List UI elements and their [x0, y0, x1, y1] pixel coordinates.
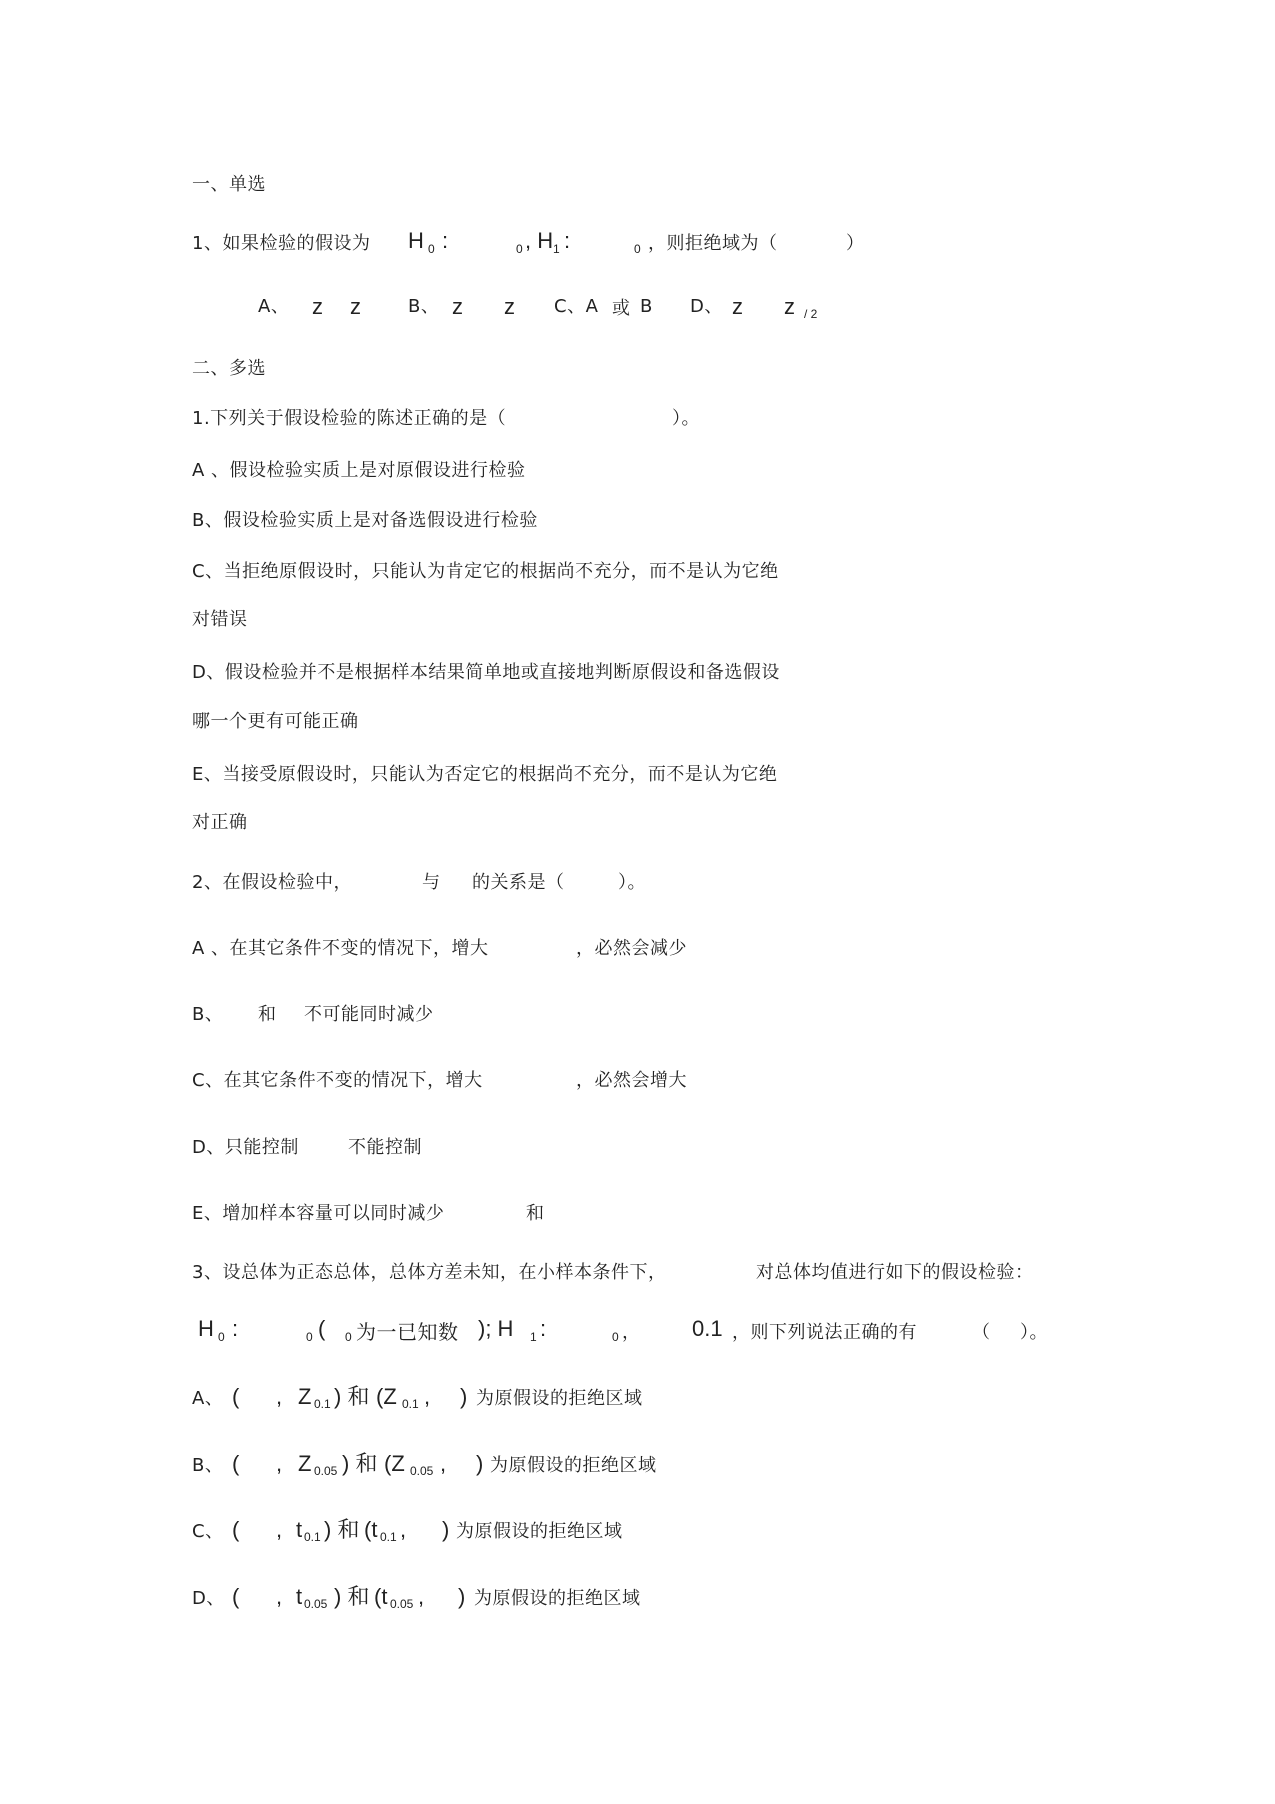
- math-paren: ): [458, 1584, 466, 1609]
- math-paren: (: [232, 1584, 240, 1609]
- option-b-and: 和: [258, 1004, 277, 1025]
- math-paren: ): [442, 1517, 450, 1542]
- option-e-cont: 对正确: [192, 812, 248, 833]
- section-heading-multi: 二、多选: [192, 358, 266, 379]
- option-b: B、: [192, 1004, 224, 1025]
- math-sub: 0: [428, 242, 435, 256]
- math-sub: 0.05: [304, 1597, 328, 1611]
- math-comma: ,: [276, 1584, 283, 1609]
- math-colon: :: [564, 228, 571, 253]
- option-text: B: [640, 296, 653, 317]
- math-colon: :: [442, 228, 449, 253]
- math-paren: (: [232, 1451, 240, 1476]
- math-sub: 1: [530, 1330, 537, 1344]
- math-z: z: [504, 294, 515, 319]
- option-d-cont: 哪一个更有可能正确: [192, 711, 359, 732]
- math-z: Z: [298, 1451, 312, 1476]
- question-stem: 1.下列关于假设检验的陈述正确的是（: [192, 408, 507, 429]
- option-tail: 为原假设的拒绝区域: [490, 1455, 657, 1476]
- option-label: C、A: [554, 296, 599, 317]
- section-heading-single: 一、单选: [192, 174, 266, 195]
- math-z: Z: [298, 1384, 312, 1409]
- math-z: z: [312, 294, 323, 319]
- math-comma: ,: [276, 1517, 283, 1542]
- question-stem: 3、设总体为正态总体，总体方差未知，在小样本条件下，: [192, 1262, 667, 1283]
- question-text: 的关系是（: [472, 872, 565, 893]
- math-comma: ,: [440, 1451, 447, 1476]
- math-sub: 1: [553, 242, 560, 256]
- math-paren: ): [460, 1384, 468, 1409]
- math-comma: ,: [276, 1384, 283, 1409]
- option-c: C、在其它条件不变的情况下，增大: [192, 1070, 483, 1091]
- option-tail: 为原假设的拒绝区域: [456, 1521, 623, 1542]
- math-sub: 0: [218, 1330, 225, 1344]
- math-sub: 0: [634, 242, 641, 256]
- math-comma: ,: [424, 1384, 431, 1409]
- math-z: z: [732, 294, 743, 319]
- math-h: H: [408, 228, 424, 253]
- math-z: z: [452, 294, 463, 319]
- question-stem-cont: 对总体均值进行如下的假设检验：: [756, 1262, 1034, 1283]
- math-t: t: [296, 1584, 303, 1609]
- question-text: 为一已知数: [356, 1320, 459, 1344]
- option-tail: 为原假设的拒绝区域: [476, 1388, 643, 1409]
- math-sub: 0.1: [402, 1397, 419, 1411]
- math-sub: 0.1: [380, 1530, 397, 1544]
- math-z: (Z: [384, 1451, 405, 1476]
- math-sub: 0.05: [410, 1464, 434, 1478]
- option-label: D、: [690, 296, 723, 317]
- math-z: z: [350, 294, 361, 319]
- option-tail: 为原假设的拒绝区域: [474, 1588, 641, 1609]
- math-paren: (: [232, 1384, 240, 1409]
- question-text: 与: [422, 872, 441, 893]
- math-sub: / 2: [804, 307, 818, 321]
- math-h: , H: [525, 228, 554, 253]
- option-d-tail: 不能控制: [348, 1137, 422, 1158]
- math-paren: ) 和: [342, 1451, 378, 1476]
- math-t: (t: [364, 1517, 378, 1542]
- option-a-tail: ，必然会减少: [576, 938, 687, 959]
- math-sub: 0: [612, 1330, 619, 1344]
- math-sub: 0.05: [390, 1597, 414, 1611]
- option-a: A 、在其它条件不变的情况下，增大: [192, 938, 489, 959]
- math-sub: 0.1: [314, 1397, 331, 1411]
- math-colon: :: [540, 1316, 547, 1341]
- math-z: (Z: [376, 1384, 397, 1409]
- math-sub: 0.05: [314, 1464, 338, 1478]
- option-b: B、假设检验实质上是对备选假设进行检验: [192, 510, 538, 531]
- math-paren: ) 和: [324, 1517, 360, 1542]
- math-paren: (: [232, 1517, 240, 1542]
- option-label: A、: [258, 296, 290, 317]
- option-a: A 、假设检验实质上是对原假设进行检验: [192, 460, 526, 481]
- option-d: D、假设检验并不是根据样本结果简单地或直接地判断原假设和备选假设: [192, 662, 780, 683]
- math-z: z: [784, 294, 795, 319]
- option-c: C、当拒绝原假设时，只能认为肯定它的根据尚不充分，而不是认为它绝: [192, 561, 779, 582]
- question-text: ，: [622, 1322, 641, 1343]
- question-close: ）: [846, 233, 865, 254]
- math-paren: ): [476, 1451, 484, 1476]
- math-sub: 0: [345, 1330, 352, 1344]
- math-t: t: [296, 1517, 303, 1542]
- option-label: B、: [408, 296, 440, 317]
- option-text: 或: [612, 298, 631, 319]
- option-c-tail: ，必然会增大: [576, 1070, 687, 1091]
- question-close: ）。: [1020, 1322, 1048, 1343]
- option-b-tail: 不可能同时减少: [304, 1004, 434, 1025]
- math-comma: ,: [400, 1517, 407, 1542]
- question-stem: 1、如果检验的假设为: [192, 233, 371, 254]
- option-d: D、只能控制: [192, 1137, 299, 1158]
- question-paren: （: [972, 1322, 991, 1343]
- option-e: E、当接受原假设时，只能认为否定它的根据尚不充分，而不是认为它绝: [192, 764, 778, 785]
- math-comma: ,: [418, 1584, 425, 1609]
- math-h: ); H: [478, 1316, 514, 1341]
- math-colon: :: [232, 1316, 239, 1341]
- option-label: A、: [192, 1388, 224, 1409]
- option-label: C、: [192, 1521, 224, 1542]
- question-tail: ，则下列说法正确的有: [732, 1322, 917, 1343]
- math-comma: ,: [276, 1451, 283, 1476]
- math-sub: 0: [306, 1330, 313, 1344]
- option-label: D、: [192, 1588, 225, 1609]
- math-t: (t: [374, 1584, 388, 1609]
- math-paren: ) 和: [334, 1384, 370, 1409]
- option-c-cont: 对错误: [192, 609, 248, 630]
- question-close: ）。: [618, 872, 646, 893]
- math-h: H: [198, 1316, 214, 1341]
- math-sub: 0.1: [304, 1530, 321, 1544]
- math-paren: (: [318, 1316, 326, 1341]
- math-sub: 0: [516, 242, 523, 256]
- question-stem: 2、在假设检验中，: [192, 872, 352, 893]
- question-close: ）。: [672, 408, 700, 429]
- alpha-value: 0.1: [692, 1316, 723, 1341]
- option-e-and: 和: [526, 1203, 545, 1224]
- option-label: B、: [192, 1455, 224, 1476]
- question-tail: ，则拒绝域为（: [648, 233, 778, 254]
- option-e: E、增加样本容量可以同时减少: [192, 1203, 445, 1224]
- math-paren: ) 和: [334, 1584, 370, 1609]
